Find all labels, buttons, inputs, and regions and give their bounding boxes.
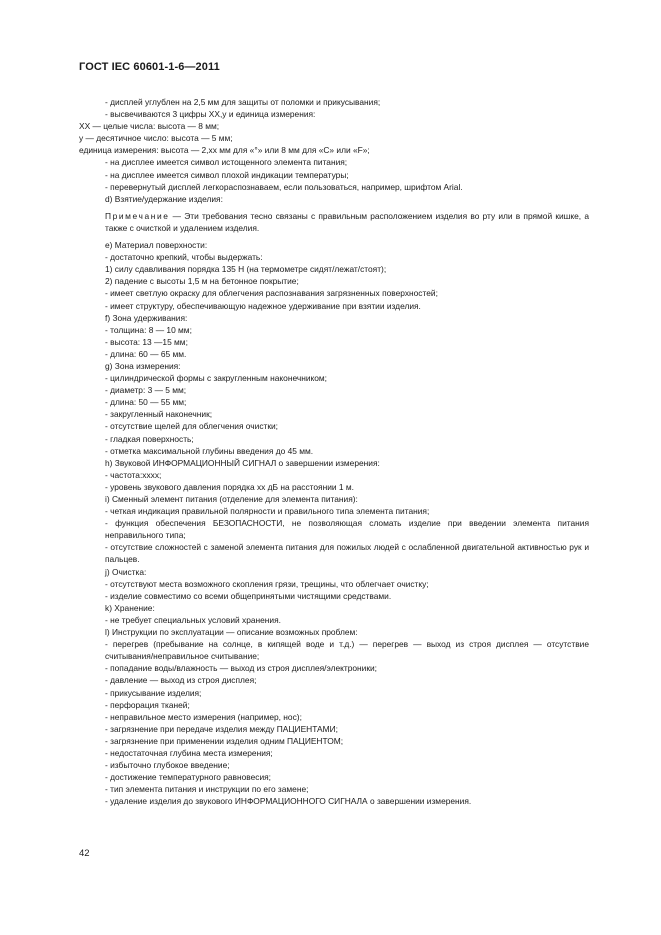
text-line: - перевернутый дисплей легкораспознаваем, если пользоваться, например, шрифтом Arial. [105, 181, 463, 192]
text-line: - дисплей углублен на 2,5 мм для защиты от поломки и прикусывания; [105, 97, 381, 107]
section-heading: l) Инструкции по эксплуатации — описание возможных проблем: [105, 627, 358, 638]
list-item: - избыточно глубокое введение; [105, 760, 230, 771]
text-line: - на дисплее имеется символ плохой индикации температуры; [105, 169, 349, 180]
text-line: 2) падение с высоты 1,5 м на бетонное покрытие; [105, 276, 299, 287]
text-line: y — десятичное число: высота — 5 мм; [79, 133, 233, 144]
block-care-specs [79, 566, 589, 639]
list-item: - достижение температурного равновесия; [105, 772, 271, 783]
list-item: - неправильное место измерения (например, нос); [105, 711, 302, 722]
text-line: - толщина: 8 — 10 мм; [105, 324, 192, 335]
section-heading: f) Зона удерживания: [105, 312, 188, 323]
section-heading: e) Материал поверхности: [105, 240, 208, 251]
text-line: - диаметр: 3 — 5 мм; [105, 385, 187, 396]
section-heading: i) Сменный элемент питания (отделение для элемента питания): [105, 494, 358, 504]
text-line: 1) силу сдавливания порядка 135 Н (на термометре сидят/лежат/стоят); [105, 264, 387, 275]
list-item: - загрязнение при применении изделия одним ПАЦИЕНТОМ; [105, 735, 344, 746]
text-line: - частота:xxxx; [105, 469, 162, 480]
text-line: - отсутствуют места возможного скопления грязи, трещины, что облегчает очистку; [105, 578, 429, 589]
text-line: - отметка максимальной глубины введения до 45 мм. [105, 445, 314, 456]
text-line: - четкая индикация правильной полярности и правильного типа элемента питания; [105, 506, 430, 517]
text-paragraph: - функция обеспечения БЕЗОПАСНОСТИ, не позволяющая сломать изделие при введении элемента питания неправильного типа; [105, 518, 589, 541]
list-item: - давление — выход из строя дисплея; [105, 675, 257, 686]
text-line: - на дисплее имеется символ истощенного элемента питания; [105, 157, 348, 168]
list-item: - перфорация тканей; [105, 699, 190, 710]
block-display-specs [79, 96, 589, 205]
text-line: - достаточно крепкий, чтобы выдержать: [105, 252, 263, 263]
document-header: ГОСТ IEC 60601-1-6—2011 [79, 61, 220, 73]
note-text: — Эти требования тесно связаны с правильным расположением изделия во рту или в прямой кишке, а также с очисткой и удалением изделия. [105, 210, 589, 233]
text-paragraph: - отсутствие сложностей с заменой элемента питания для пожилых людей с ослабленной двигательной активностью рук и пальцев. [105, 542, 589, 565]
section-heading: k) Хранение: [105, 602, 155, 613]
list-item: - загрязнение при передаче изделия между ПАЦИЕНТАМИ; [105, 723, 338, 734]
text-line: - уровень звукового давления порядка xx дБ на расстоянии 1 м. [105, 481, 354, 492]
text-line: - длина: 50 — 55 мм; [105, 397, 187, 408]
section-heading: h) Звуковой ИНФОРМАЦИОННЫЙ СИГНАЛ о завершении измерения: [105, 457, 380, 468]
text-paragraph: - перегрев (пребывание на солнце, в кипящей воде и т.д.) — перегрев — выход из строя дисплея — отсутствие считывания/неправильное считывание; [105, 639, 589, 662]
list-item: - попадание воды/влажность — выход из строя дисплея/электроники; [105, 663, 378, 674]
text-line: - имеет светлую окраску для облегчения распознавания загрязненных поверхностей; [105, 288, 438, 299]
section-heading: g) Зона измерения: [105, 360, 181, 371]
text-line: - изделие совместимо со всеми общепринятыми чистящими средствами. [105, 590, 392, 601]
note-label: Примечание [105, 210, 170, 221]
text-line: единица измерения: высота — 2,xx мм для «°» или 8 мм для «С» или «F»; [79, 145, 370, 156]
block-problems-list [79, 662, 589, 807]
list-item: - недостаточная глубина места измерения; [105, 747, 273, 758]
list-item: - прикусывание изделия; [105, 687, 202, 698]
note-paragraph [79, 210, 589, 234]
text-line: - цилиндрической формы с закругленным наконечником; [105, 373, 328, 384]
text-line: XX — целые числа: высота — 8 мм; [79, 121, 220, 132]
text-line: - имеет структуру, обеспечивающую надежное удерживание при взятии изделия. [105, 300, 421, 311]
text-line: - высвечиваются 3 цифры XX,y и единица измерения: [105, 109, 316, 120]
list-item: - удаление изделия до звукового ИНФОРМАЦИОННОГО СИГНАЛА о завершении измерения. [105, 796, 472, 807]
list-item: - тип элемента питания и инструкции по его замене; [105, 784, 309, 795]
text-line: - закругленный наконечник; [105, 409, 213, 420]
text-line: - отсутствие щелей для облегчения очистки; [105, 421, 279, 432]
text-line: - длина: 60 — 65 мм. [105, 348, 187, 359]
text-line: - не требует специальных условий хранения. [105, 614, 281, 625]
section-heading: d) Взятие/удержание изделия: [105, 193, 223, 204]
page-number: 42 [79, 848, 90, 859]
section-heading: j) Очистка: [105, 566, 147, 577]
text-line: - гладкая поверхность; [105, 433, 194, 444]
text-line: - высота: 13 —15 мм; [105, 336, 188, 347]
page-content [79, 96, 589, 807]
block-device-specs [79, 239, 589, 517]
